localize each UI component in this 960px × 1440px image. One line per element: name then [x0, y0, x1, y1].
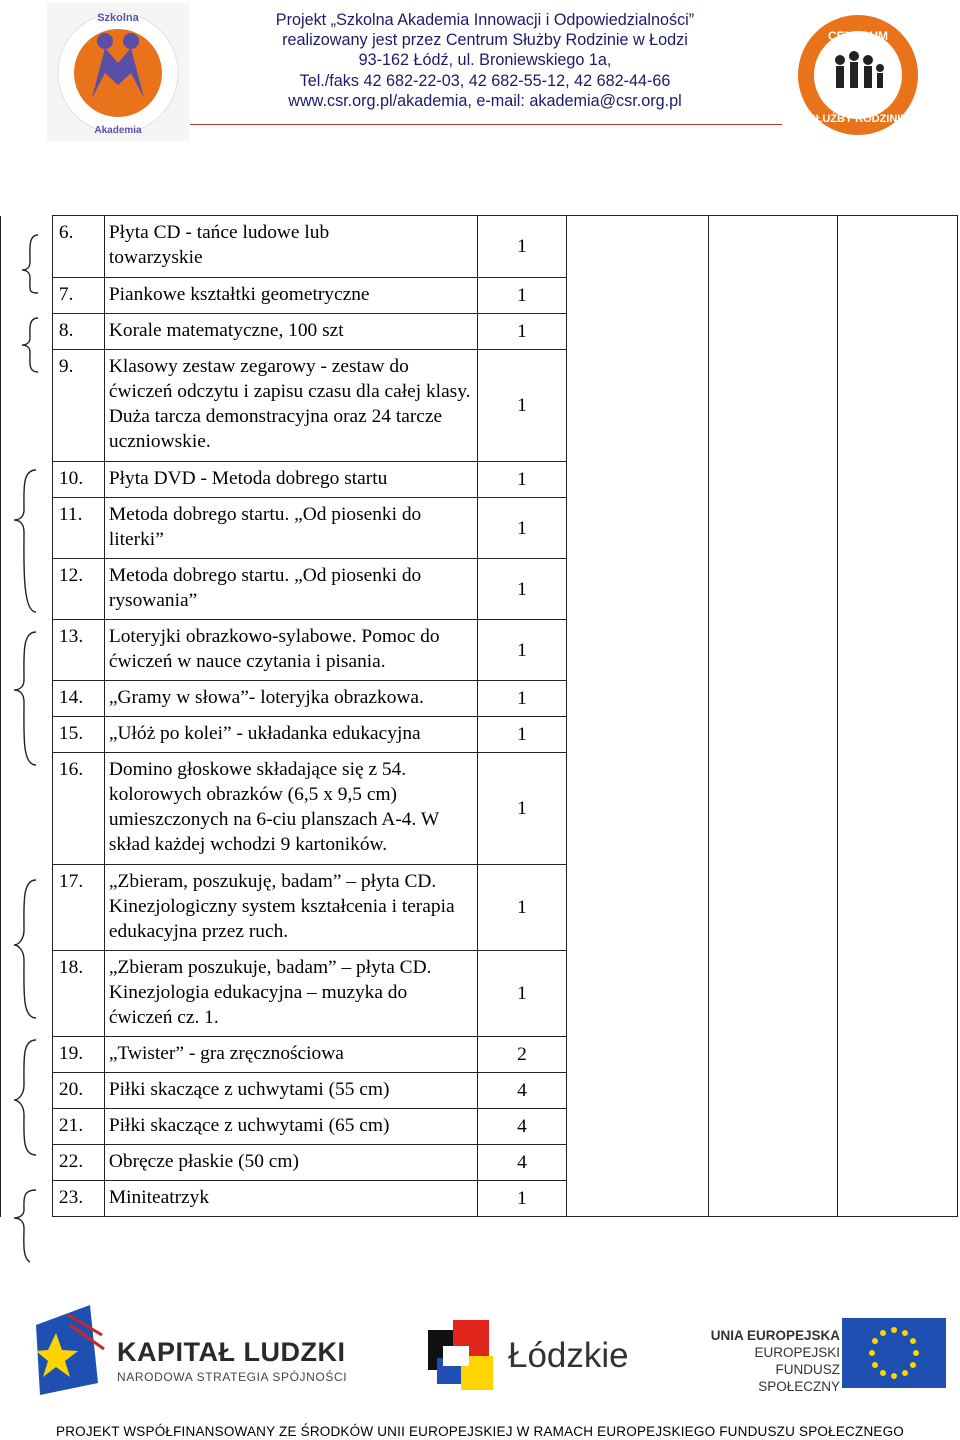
brace-cell — [1, 216, 53, 1217]
item-number: 9. — [52, 350, 104, 462]
kapital-ludzki-subtitle: NARODOWA STRATEGIA SPÓJNOŚCI — [117, 1370, 348, 1384]
eu-line: UNIA EUROPEJSKA — [710, 1328, 840, 1343]
item-number: 17. — [52, 865, 104, 951]
item-quantity: 1 — [477, 1181, 567, 1217]
empty-cell — [709, 216, 838, 1217]
item-number: 23. — [52, 1181, 104, 1217]
item-quantity: 1 — [477, 681, 567, 717]
item-name: Piłki skaczące z uchwytami (55 cm) — [104, 1073, 477, 1109]
svg-text:Akademia: Akademia — [94, 125, 142, 136]
item-quantity: 1 — [477, 620, 567, 681]
svg-text:CENTRUM: CENTRUM — [828, 29, 888, 43]
item-number: 15. — [52, 717, 104, 753]
item-name: Domino głoskowe składające się z 54. kolorowych obrazków (6,5 x 9,5 cm) umieszczonych na 6-ciu planszach A-4. W skład każdej wchodzi 9 kartoników. — [104, 753, 477, 865]
item-name: Metoda dobrego startu. „Od piosenki do literki” — [104, 498, 477, 559]
item-name: „Zbieram poszukuje, badam” – płyta CD. Kinezjologia edukacyjna – muzyka do ćwiczeń cz. 1. — [104, 951, 477, 1037]
item-name: Piankowe kształtki geometryczne — [104, 278, 477, 314]
item-name: „Twister” - gra zręcznościowa — [104, 1037, 477, 1073]
eu-line: EUROPEJSKI — [754, 1345, 840, 1360]
item-quantity: 1 — [477, 278, 567, 314]
item-number: 12. — [52, 559, 104, 620]
item-name-text: Płyta CD - tańce ludowe lub towarzyskie — [108, 222, 330, 268]
table-row — [1, 216, 958, 278]
item-name: Korale matematyczne, 100 szt — [104, 314, 477, 350]
item-number: 22. — [52, 1145, 104, 1181]
item-number: 14. — [52, 681, 104, 717]
item-number: 11. — [52, 498, 104, 559]
page-header — [0, 0, 960, 145]
item-number: 18. — [52, 951, 104, 1037]
project-info-line: Projekt „Szkolna Akademia Innowacji i Odpowiedzialności” — [275, 11, 695, 29]
item-name: Płyta DVD - Metoda dobrego startu — [104, 462, 477, 498]
item-name: Piłki skaczące z uchwytami (65 cm) — [104, 1109, 477, 1145]
item-quantity: 4 — [477, 1145, 567, 1181]
item-number: 6. — [52, 216, 104, 278]
item-name: „Gramy w słowa”- loteryjka obrazkowa. — [104, 681, 477, 717]
item-number: 10. — [52, 462, 104, 498]
item-name: Loteryjki obrazkowo-sylabowe. Pomoc do ćwiczeń w nauce czytania i pisania. — [104, 620, 477, 681]
item-number: 19. — [52, 1037, 104, 1073]
csr-logo — [782, 10, 935, 140]
project-info-line: 93-162 Łódź, ul. Broniewskiego 1a, — [358, 51, 612, 70]
item-name: Miniteatrzyk — [104, 1181, 477, 1217]
svg-text:SŁUŻBY RODZINIE: SŁUŻBY RODZINIE — [808, 113, 908, 125]
header-rule — [190, 124, 782, 125]
project-info-line: www.csr.org.pl/akademia, e-mail: akademia@csr.org.pl — [288, 91, 682, 110]
item-quantity: 1 — [477, 717, 567, 753]
akademia-logo — [47, 3, 189, 141]
item-number: 16. — [52, 753, 104, 865]
project-info-line: Tel./faks 42 682-22-03, 42 682-55-12, 42 682-44-66 — [299, 71, 671, 90]
cofinancing-note: PROJEKT WSPÓŁFINANSOWANY ZE ŚRODKÓW UNII EUROPEJSKIEJ W RAMACH EUROPEJSKIEGO FUNDUSZU SPOŁECZNEGO — [55, 1424, 904, 1439]
item-quantity: 1 — [477, 350, 567, 462]
lodzkie-label: Łódzkie — [508, 1336, 629, 1375]
item-number: 21. — [52, 1109, 104, 1145]
item-quantity: 4 — [477, 1109, 567, 1145]
item-quantity: 2 — [477, 1037, 567, 1073]
eu-line: FUNDUSZ SPOŁECZNY — [758, 1362, 840, 1394]
item-quantity: 1 — [477, 498, 567, 559]
item-name — [104, 216, 477, 278]
item-number: 8. — [52, 314, 104, 350]
item-quantity: 1 — [477, 559, 567, 620]
empty-cell — [838, 216, 958, 1217]
kapital-ludzki-title: KAPITAŁ LUDZKI — [117, 1337, 346, 1367]
svg-text:Szkolna: Szkolna — [97, 12, 139, 24]
item-quantity: 1 — [477, 753, 567, 865]
project-info-line: realizowany jest przez Centrum Służby Rodzinie w Łodzi — [282, 31, 688, 50]
items-table — [0, 215, 958, 1217]
item-number: 7. — [52, 278, 104, 314]
project-info — [190, 10, 780, 111]
item-quantity: 4 — [477, 1073, 567, 1109]
item-quantity: 1 — [477, 216, 567, 278]
item-name: „Zbieram, poszukuję, badam” – płyta CD. Kinezjologiczny system kształcenia i terapia edukacyjna przez ruch. — [104, 865, 477, 951]
kapital-ludzki-star-icon — [28, 1305, 110, 1400]
item-name: „Ułóż po kolei” - układanka edukacyjna — [104, 717, 477, 753]
item-quantity: 1 — [477, 865, 567, 951]
item-name: Klasowy zestaw zegarowy - zestaw do ćwiczeń odczytu i zapisu czasu dla całej klasy. Duża tarcza demonstracyjna oraz 24 tarcze uczniowskie. — [104, 350, 477, 462]
lodzkie-logo-icon — [425, 1318, 500, 1398]
item-quantity: 1 — [477, 951, 567, 1037]
item-number: 20. — [52, 1073, 104, 1109]
empty-cell — [567, 216, 709, 1217]
item-quantity: 1 — [477, 314, 567, 350]
item-quantity: 1 — [477, 462, 567, 498]
eu-flag-icon — [842, 1318, 946, 1388]
item-name: Metoda dobrego startu. „Od piosenki do rysowania” — [104, 559, 477, 620]
item-name: Obręcze płaskie (50 cm) — [104, 1145, 477, 1181]
item-number: 13. — [52, 620, 104, 681]
eu-label — [690, 1327, 840, 1395]
